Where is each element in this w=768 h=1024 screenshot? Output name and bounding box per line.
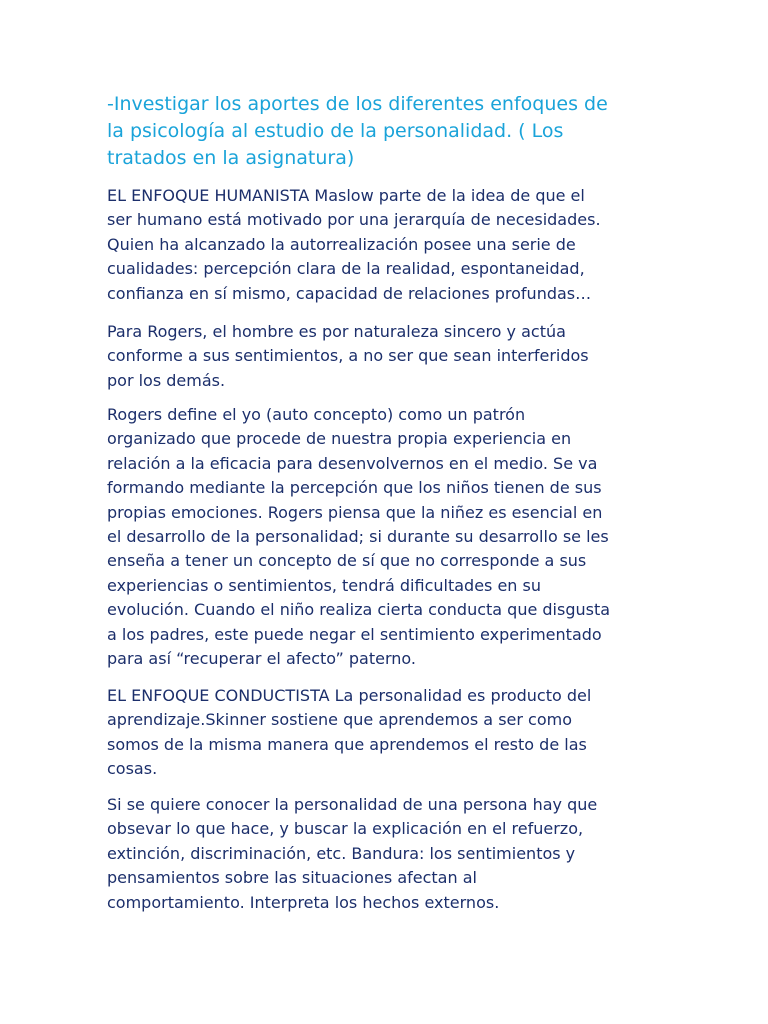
paragraph-rogers-self-concept: Rogers define el yo (auto concepto) como un patrón organizado que procede de nuestra propia experiencia en relación a la eficacia para desenvolvernos en el medio. Se va formando mediante la percepción que los niños tienen de sus propias emociones. Rogers piensa que la niñez es esencial en el desarrollo de la personalidad; si durante su desarrollo se les enseña a tener un concepto de sí que no corresponde a sus experiencias o sentimientos, tendrá dificultades en su evolución. Cuando el niño realiza cierta conducta que disgusta a los padres, este puede negar el sentimiento experimentado para así “recuperar el afecto” paterno. — [107, 405, 611, 669]
paragraph-rogers-nature: Para Rogers, el hombre es por naturaleza sincero y actúa conforme a sus sentimientos, a no ser que sean interferidos por los demás. — [107, 322, 589, 390]
paragraph-humanist-maslow: EL ENFOQUE HUMANISTA Maslow parte de la idea de que el ser humano está motivado por una jerarquía de necesidades. Quien ha alcanzado la autorrealización posee una serie de cualidades: percepción clara de la realidad, espontaneidad, confianza en sí mismo, capacidad de relaciones profundas… — [107, 186, 601, 303]
document-heading: -Investigar los aportes de los diferentes enfoques de la psicología al estudio de la personalidad. ( Los tratados en la asignatura) — [107, 93, 608, 169]
paragraph-behaviorist-bandura: Si se quiere conocer la personalidad de una persona hay que obsevar lo que hace, y buscar la explicación en el refuerzo, extinción, discriminación, etc. Bandura: los sentimientos y pensamientos sobre las situaciones afectan al comportamiento. Interpreta los hechos externos. — [107, 795, 598, 912]
paragraph-behaviorist-skinner: EL ENFOQUE CONDUCTISTA La personalidad es producto del aprendizaje.Skinner sostiene que aprendemos a ser como somos de la misma manera que aprendemos el resto de las cosas. — [107, 686, 592, 779]
